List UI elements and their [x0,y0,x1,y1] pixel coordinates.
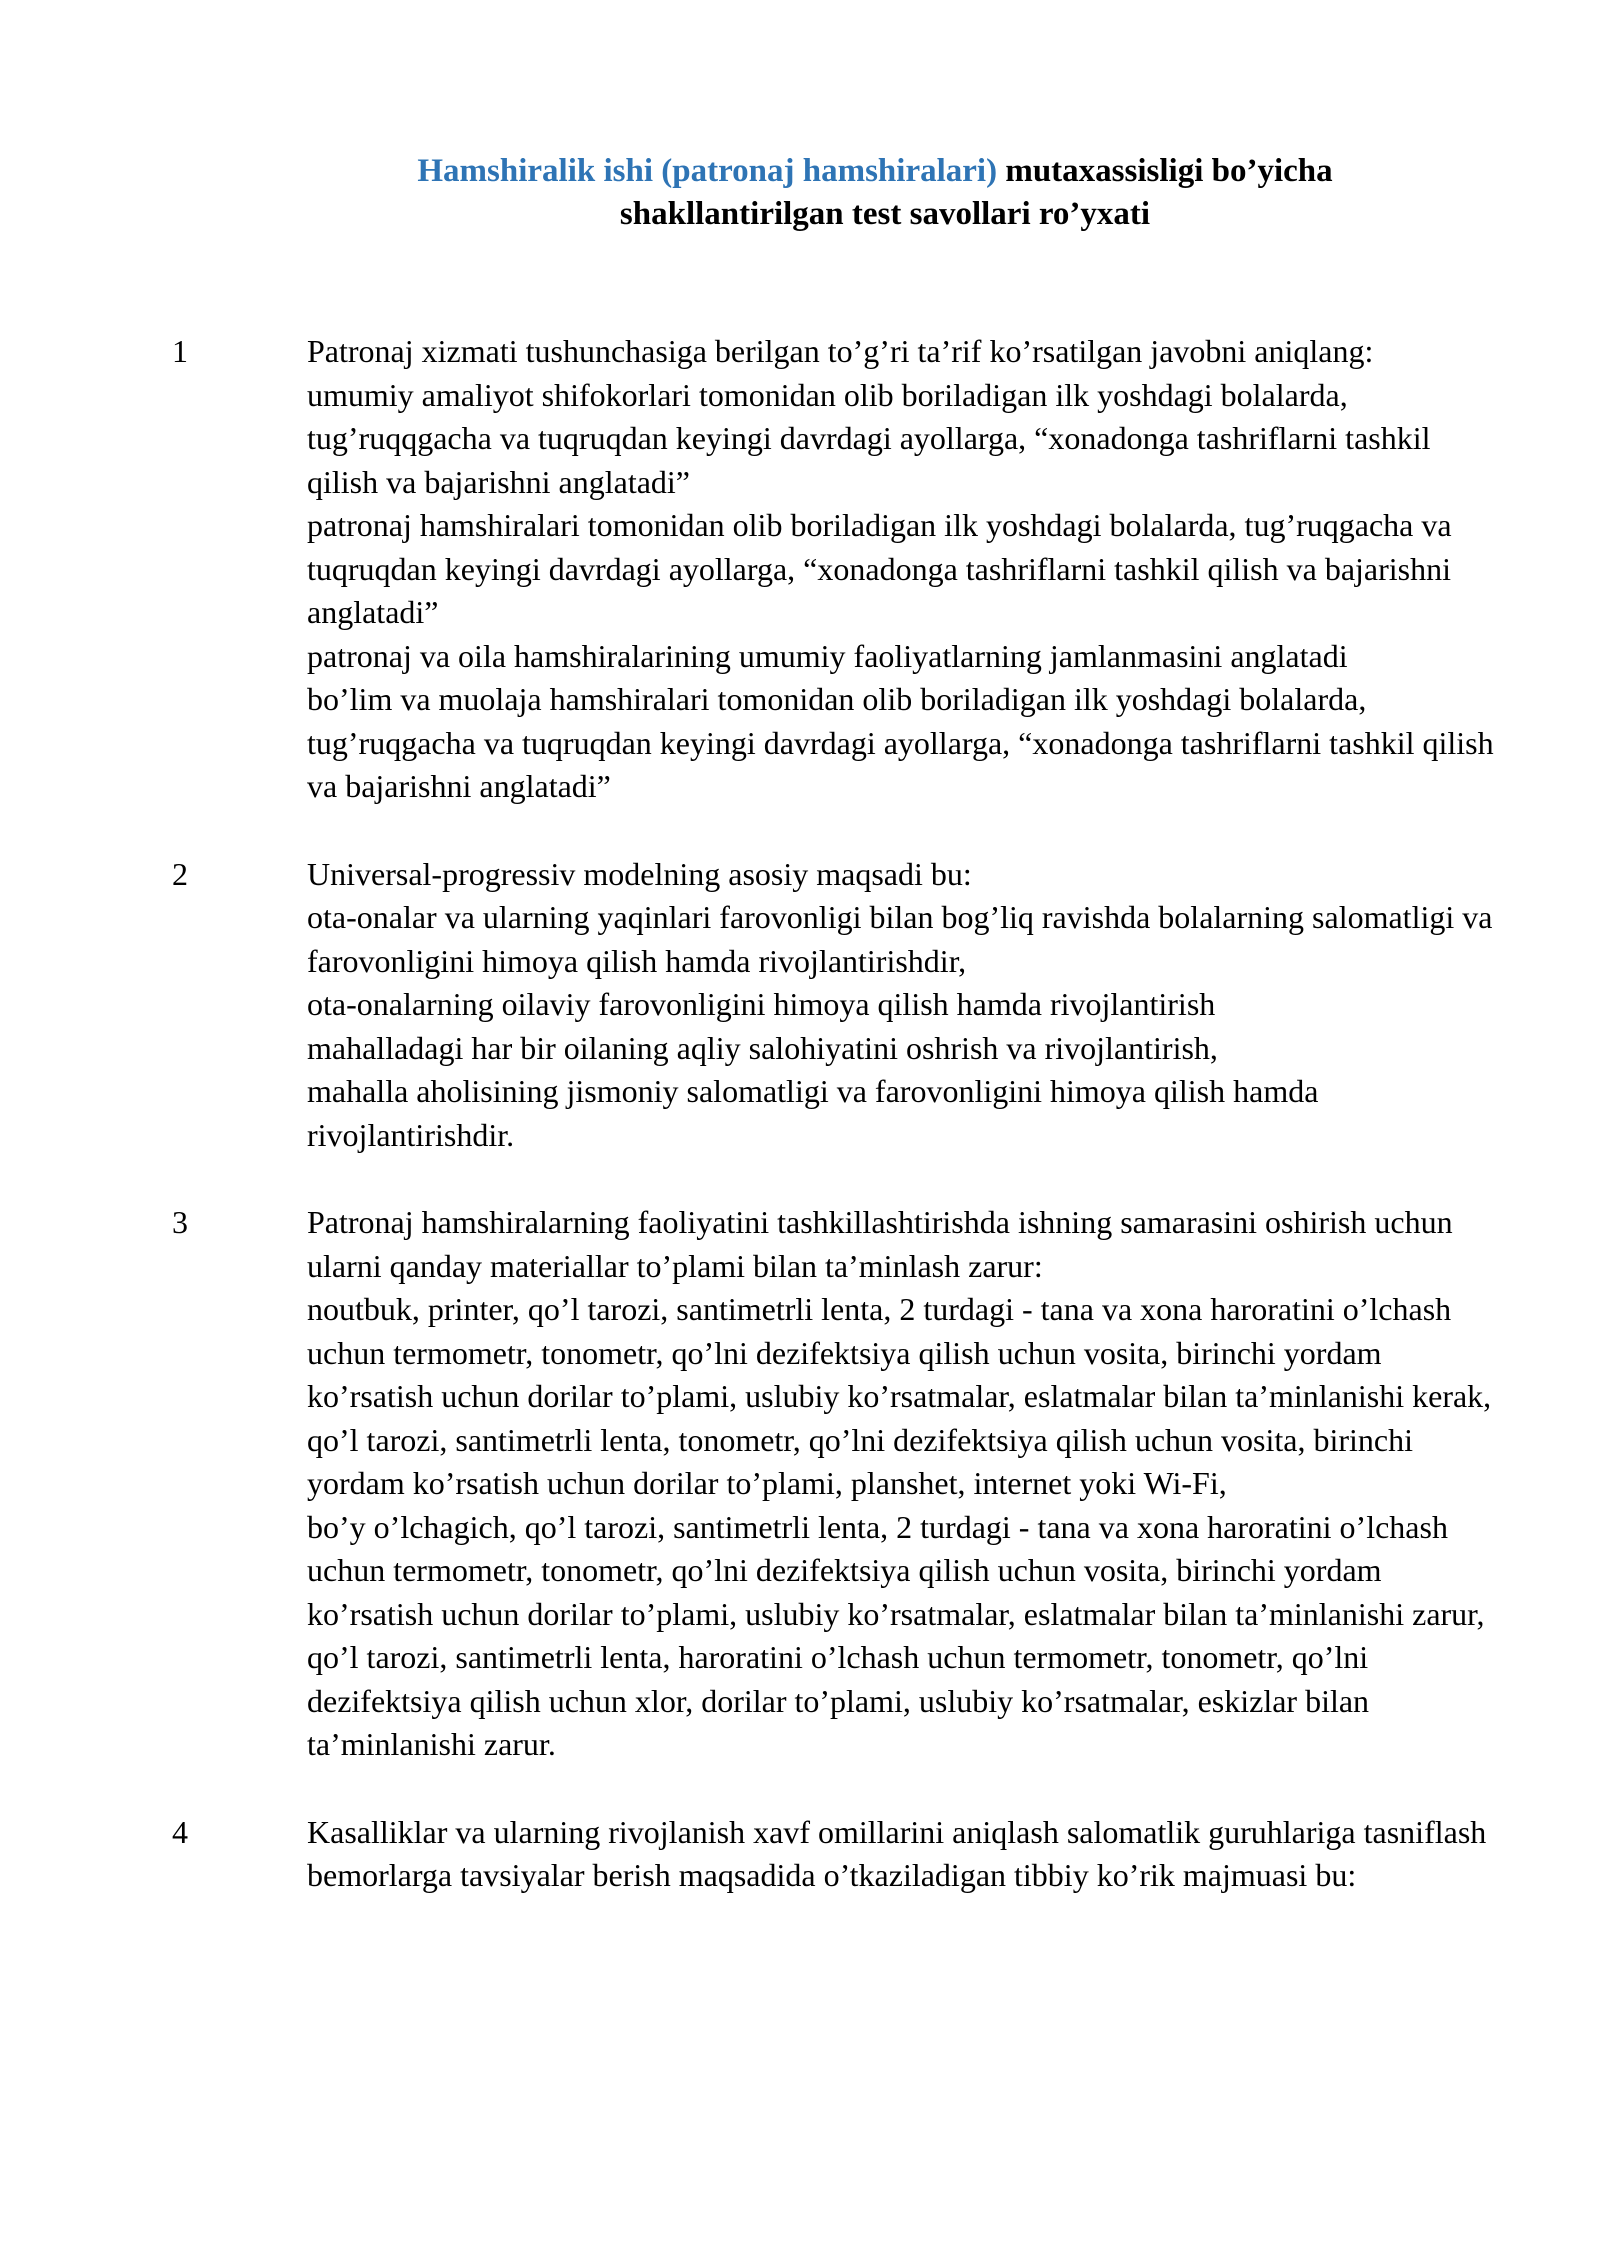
question-body [307,1201,1502,1767]
answer-option: ota-onalar va ularning yaqinlari farovonligi bilan bog’liq ravishda bolalarning salomatligi va farovonligini himoya qilish hamda rivojlantirishdir, [307,899,1493,979]
question-list [0,330,1600,1942]
question-text: Kasalliklar va ularning rivojlanish xavf omillarini aniqlash salomatlik guruhlariga tasniflash bemorlarga tavsiyalar berish maqsadida o’tkaziladigan tibbiy ko’rik majmuasi bu: [307,1813,1487,1893]
answer-option: mahalladagi har bir oilaning aqliy salohiyatini oshrish va rivojlantirish, [307,1029,1218,1066]
question-number: 3 [172,1204,188,1240]
answer-option: ota-onalarning oilaviy farovonligini himoya qilish hamda rivojlantirish [307,986,1216,1022]
title-specialty: Hamshiralik ishi (patronaj hamshiralari) [417,153,998,189]
question-number: 2 [172,855,188,892]
answer-option: noutbuk, printer, qo’l tarozi, santimetrli lenta, 2 turdagi - tana va xona haroratini o’lchash uchun termometr, tonometr, qo’lni dezifektsiya qilish uchun vosita, birinchi yordam ko’rsatish uchun dorilar to’plami, uslubiy ko’rsatmalar, eslatmalar bilan ta’minlanishi kerak, [307,1291,1492,1414]
title-suffix: mutaxassisligi bo’yicha [997,153,1333,189]
question-text: Universal-progressiv modelning asosiy maqsadi bu: [307,855,972,892]
answer-option: qo’l tarozi, santimetrli lenta, haroratini o’lchash uchun termometr, tonometr, qo’lni dezifektsiya qilish uchun xlor, dorilar to’plami, uslubiy ko’rsatmalar, eskizlar bilan ta’minlanishi zarur. [307,1639,1370,1762]
question-item [0,330,1600,809]
question-number: 4 [172,1813,188,1850]
question-body [307,853,1502,1158]
question-text: Patronaj xizmati tushunchasiga berilgan to’g’ri ta’rif ko’rsatilgan javobni aniqlang: [307,333,1374,369]
answer-option: qo’l tarozi, santimetrli lenta, tonometr, qo’lni dezifektsiya qilish uchun vosita, birinchi yordam ko’rsatish uchun dorilar to’plami, planshet, internet yoki Wi-Fi, [307,1421,1414,1501]
answer-option: mahalla aholisining jismoniy salomatligi va farovonligini himoya qilish hamda rivojlantirishdir. [307,1073,1319,1153]
answer-option: patronaj hamshiralari tomonidan olib boriladigan ilk yoshdagi bolalarda, tug’ruqgacha va tuqruqdan keyingi davrdagi ayollarga, “xonadonga tashriflarni tashkil qilish va bajarishni anglatadi” [307,507,1452,630]
question-body [307,330,1502,809]
answer-option: umumiy amaliyot shifokorlari tomonidan olib boriladigan ilk yoshdagi bolalarda, tug’ruqqgacha va tuqruqdan keyingi davrdagi ayollarga, “xonadonga tashriflarni tashkil qilish va bajarishni anglatadi” [307,376,1431,500]
question-item [0,1811,1600,1898]
answer-option: patronaj va oila hamshiralarining umumiy faoliyatlarning jamlanmasini anglatadi [307,637,1348,674]
question-number: 1 [172,333,188,369]
question-item [0,853,1600,1158]
answer-option: bo’lim va muolaja hamshiralari tomonidan olib boriladigan ilk yoshdagi bolalarda, tug’ruqgacha va tuqruqdan keyingi davrdagi ayollarga, “xonadonga tashriflarni tashkil qilish va bajarishni anglatadi” [307,681,1494,804]
question-text: Patronaj hamshiralarning faoliyatini tashkillashtirishda ishning samarasini oshirish uchun ularni qanday materiallar to’plami bilan ta’minlash zarur: [307,1204,1453,1284]
question-item [0,1201,1600,1767]
answer-option: bo’y o’lchagich, qo’l tarozi, santimetrli lenta, 2 turdagi - tana va xona haroratini o’lchash uchun termometr, tonometr, qo’lni dezifektsiya qilish uchun vosita, birinchi yordam ko’rsatish uchun dorilar to’plami, uslubiy ko’rsatmalar, eslatmalar bilan ta’minlanishi zarur, [307,1508,1485,1632]
question-body [307,1811,1502,1898]
page-title [0,150,1600,236]
title-line-1 [0,150,1600,193]
title-line-2: shakllantirilgan test savollari ro’yxati [619,196,1151,232]
